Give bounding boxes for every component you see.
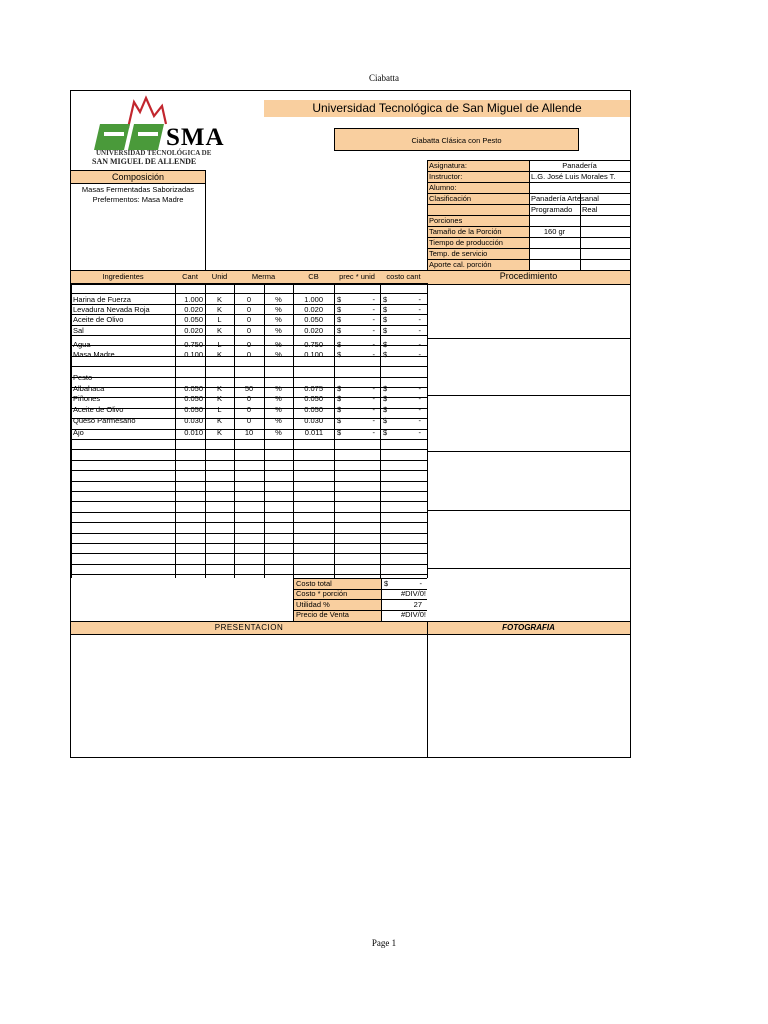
ingredient-cant: 0.030 [184, 416, 203, 425]
ingredient-percent: % [275, 384, 282, 393]
utilidad-label: Utilidad % [296, 600, 330, 609]
instructor-value: L.G. José Luis Morales T. [531, 172, 616, 181]
ingredient-merma: 0 [246, 295, 252, 304]
costo-dollar: $ [383, 315, 388, 324]
ingredient-cb: 0.020 [304, 305, 323, 314]
ingredient-percent: % [275, 295, 282, 304]
costo-dash: - [418, 305, 421, 314]
ingredient-unid: K [216, 416, 222, 425]
header-unid: Unid [211, 272, 228, 281]
ingredient-unid: K [216, 326, 222, 335]
costo-porcion-label: Costo * porción [296, 589, 348, 598]
fotografia-title: FOTOGRAFIA [427, 621, 630, 635]
ingredient-unid: L [217, 340, 222, 349]
costo-dash: - [418, 295, 421, 304]
ingredient-merma: 10 [244, 428, 254, 437]
prec-dash: - [372, 295, 375, 304]
ingredient-cb: 0.011 [304, 428, 323, 437]
ingredient-cant: 0.050 [184, 394, 203, 403]
ingredient-merma: 0 [246, 305, 252, 314]
costo-dollar: $ [383, 384, 388, 393]
ingredient-cant: 0.020 [184, 326, 203, 335]
real-label: Real [582, 205, 598, 214]
ingredient-percent: % [275, 416, 282, 425]
costo-dash: - [418, 416, 421, 425]
costo-dollar: $ [383, 326, 388, 335]
aporte-label: Aporte cal. porción [429, 260, 492, 269]
ingredient-cant: 0.750 [184, 340, 203, 349]
costo-dash: - [418, 326, 421, 335]
ingredient-unid: K [216, 295, 222, 304]
ingredient-merma: 0 [246, 340, 252, 349]
page-footer: Page 1 [371, 938, 397, 948]
page-header: Ciabatta [369, 73, 399, 83]
header-cant: Cant [182, 272, 198, 281]
header-prec-unid: prec * unid [339, 272, 375, 281]
grid-row-line [71, 460, 427, 461]
costo-dollar: $ [383, 428, 388, 437]
university-title: Universidad Tecnológica de San Miguel de Allende [264, 100, 630, 117]
ingredient-name: Piñones [73, 394, 101, 403]
prec-dollar: $ [337, 350, 342, 359]
ingredient-percent: % [275, 305, 282, 314]
costo-dash: - [418, 315, 421, 324]
ingredient-cant: 0.050 [184, 384, 203, 393]
prec-dash: - [372, 384, 375, 393]
ingredient-cb: 0.030 [304, 416, 323, 425]
grid-row-line [71, 481, 427, 482]
recipe-name: Ciabatta Clásica con Pesto [334, 128, 579, 151]
ingredient-name: Sal [73, 326, 84, 335]
prec-dash: - [372, 315, 375, 324]
prec-dollar: $ [337, 295, 342, 304]
header-cb: CB [308, 272, 319, 281]
prec-dash: - [372, 326, 375, 335]
ingredient-cant: 0.050 [184, 405, 203, 414]
ingredient-merma: 0 [246, 416, 252, 425]
grid-row-line [71, 501, 427, 502]
prec-dash: - [372, 416, 375, 425]
grid-row-line [71, 543, 427, 544]
grid-row-line [71, 512, 427, 513]
costo-dollar: $ [383, 350, 388, 359]
prec-dollar: $ [337, 340, 342, 349]
ingredient-cant: 1.000 [184, 295, 203, 304]
grid-row-line [71, 439, 427, 440]
ingredient-cb: 0.050 [304, 394, 323, 403]
ingredient-unid: K [216, 350, 222, 359]
costo-dash: - [418, 350, 421, 359]
costo-dash: - [418, 394, 421, 403]
ingredient-name: Masa Madre [73, 350, 115, 359]
costo-total-label: Costo total [296, 579, 332, 588]
costo-dollar: $ [383, 305, 388, 314]
ingredient-percent: % [275, 394, 282, 403]
ingredient-cb: 0.050 [304, 315, 323, 324]
grid-row-line [71, 283, 427, 284]
ingredient-name: Agua [73, 340, 91, 349]
ingredient-name: Albahaca [73, 384, 105, 393]
clasificacion-label: Clasificación [429, 194, 472, 203]
costo-dollar: $ [383, 394, 388, 403]
grid-row-line [71, 293, 427, 294]
ingredient-name: Levadura Nevada Roja [73, 305, 150, 314]
utsma-logo [80, 94, 256, 166]
prec-dash: - [372, 305, 375, 314]
ingredient-percent: % [275, 340, 282, 349]
programado-label: Programado [531, 205, 573, 214]
ingredient-cant: 0.020 [184, 305, 203, 314]
costo-dash: - [418, 384, 421, 393]
ingredient-unid: L [217, 405, 222, 414]
ingredient-cb: 0.100 [304, 350, 323, 359]
temp-serv-label: Temp. de servicio [429, 249, 488, 258]
ingredient-merma: 0 [246, 326, 252, 335]
ingredient-percent: % [275, 405, 282, 414]
ingredient-merma: 0 [246, 350, 252, 359]
grid-row-line [71, 522, 427, 523]
ingredient-name: Aceite de Olivo [73, 315, 124, 324]
header-ingredientes: Ingredientes [102, 272, 144, 281]
procedimiento-title: Procedimiento [499, 271, 558, 281]
ingredient-merma: 0 [246, 394, 252, 403]
grid-row-line [71, 491, 427, 492]
instructor-label: Instructor: [429, 172, 463, 181]
tamano-label: Tamaño de la Porción [429, 227, 502, 236]
costo-dollar: $ [383, 295, 388, 304]
costo-dash: - [418, 405, 421, 414]
prec-dollar: $ [337, 428, 342, 437]
pesto-label: Pesto [73, 373, 93, 382]
grid-column-line [427, 283, 428, 578]
ingredient-name: Queso Parmesano [73, 416, 136, 425]
ingredient-unid: K [216, 384, 222, 393]
ingredient-name: Ajo [73, 428, 84, 437]
ingredient-unid: K [216, 394, 222, 403]
grid-row-line [71, 533, 427, 534]
prec-dash: - [372, 394, 375, 403]
prec-dash: - [372, 405, 375, 414]
ingredient-cant: 0.010 [184, 428, 203, 437]
grid-row-line [71, 335, 427, 336]
porciones-label: Porciones [429, 216, 463, 225]
prec-dash: - [372, 428, 375, 437]
header-merma: Merma [251, 272, 276, 281]
logo-line2: SAN MIGUEL DE ALLENDE [92, 157, 197, 166]
grid-row-line [71, 553, 427, 554]
clasificacion-value: Panadería Artesanal [531, 194, 599, 203]
precio-label: Precio de Venta [296, 610, 349, 619]
costo-dollar: $ [383, 405, 388, 414]
precio-value: #DIV/0! [400, 610, 426, 619]
prec-dollar: $ [337, 326, 342, 335]
prec-dollar: $ [337, 416, 342, 425]
costo-dash: - [418, 428, 421, 437]
grid-row-line [71, 574, 427, 575]
prec-dollar: $ [337, 305, 342, 314]
ingredient-merma: 0 [246, 405, 252, 414]
ingredient-cb: 1.000 [304, 295, 323, 304]
ingredient-merma: 0 [246, 315, 252, 324]
prec-dollar: $ [337, 315, 342, 324]
grid-row-line [71, 470, 427, 471]
prec-dollar: $ [337, 405, 342, 414]
tiempo-prod-label: Tiempo de producción [429, 238, 503, 247]
ingredient-cb: 0.050 [304, 405, 323, 414]
grid-row-line [71, 366, 427, 367]
costo-total-dollar: $ [384, 579, 389, 588]
prec-dollar: $ [337, 394, 342, 403]
ingredient-unid: K [216, 305, 222, 314]
ingredient-percent: % [275, 315, 282, 324]
asignatura-value: Panadería [562, 161, 597, 170]
prec-dash: - [372, 340, 375, 349]
ingredient-merma: 50 [244, 384, 254, 393]
composicion-title: Composición [71, 170, 205, 184]
prec-dollar: $ [337, 384, 342, 393]
alumno-label: Alumno: [429, 183, 457, 192]
ingredient-unid: L [217, 315, 222, 324]
totals-block [293, 578, 427, 621]
ingredient-cb: 0.750 [304, 340, 323, 349]
ingredient-cant: 0.100 [184, 350, 203, 359]
ingredient-cant: 0.050 [184, 315, 203, 324]
composicion-line2: Prefermentos: Masa Madre [92, 195, 184, 204]
header-costo-cant: costo cant [386, 272, 421, 281]
presentacion-title: PRESENTACION [71, 621, 427, 635]
ingredient-percent: % [275, 428, 282, 437]
prec-dash: - [372, 350, 375, 359]
ingredient-cb: 0.075 [304, 384, 323, 393]
grid-row-line [71, 449, 427, 450]
ingredient-name: Aceite de Olivo [73, 405, 124, 414]
costo-dollar: $ [383, 416, 388, 425]
grid-row-line [71, 564, 427, 565]
costo-dash: - [418, 340, 421, 349]
ingredient-cb: 0.020 [304, 326, 323, 335]
ingredient-unid: K [216, 428, 222, 437]
ingredient-percent: % [275, 326, 282, 335]
ingredient-name: Harina de Fuerza [73, 295, 131, 304]
costo-porcion-value: #DIV/0! [400, 589, 426, 598]
logo-text: SMA [166, 124, 225, 151]
asignatura-label: Asignatura: [429, 161, 467, 170]
costo-total-value: - [419, 579, 422, 588]
costo-dollar: $ [383, 340, 388, 349]
ingredient-percent: % [275, 350, 282, 359]
composicion-line1: Masas Fermentadas Saborizadas [81, 185, 195, 194]
tamano-value: 160 gr [543, 227, 566, 236]
utilidad-value: 27 [413, 600, 422, 609]
logo-line1: UNIVERSIDAD TECNOLÓGICA DE [96, 149, 212, 157]
